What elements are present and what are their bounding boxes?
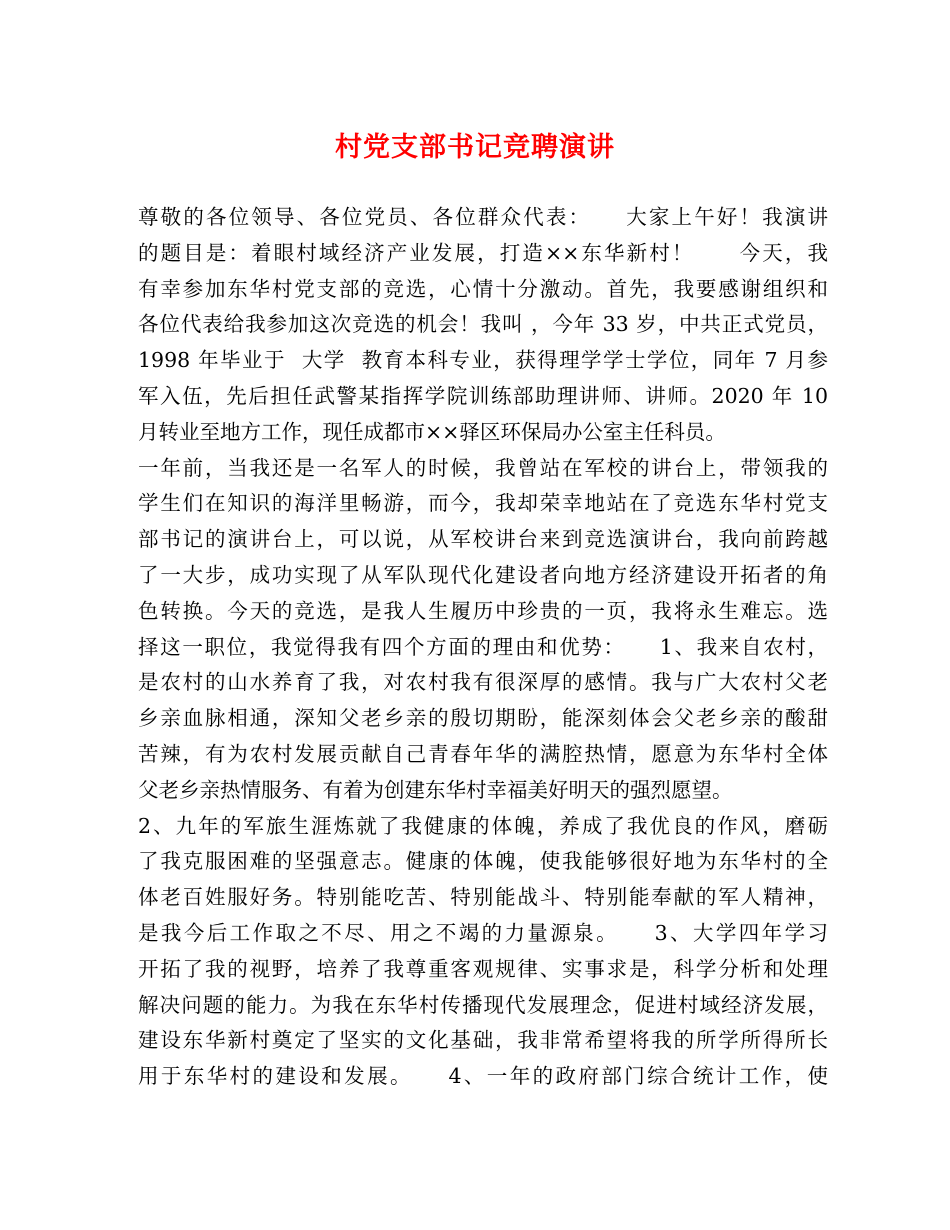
body-line: 的题目是：着眼村域经济产业发展，打造××东华新村！ 今天，我 — [138, 240, 828, 265]
body-line: 月转业至地方工作，现任成都市××驿区环保局办公室主任科员。 — [138, 419, 726, 444]
body-line: 建设东华新村奠定了坚实的文化基础，我非常希望将我的所学所得所长 — [138, 1028, 828, 1053]
document-title: 村党支部书记竞聘演讲 — [335, 132, 615, 163]
body-line: 色转换。今天的竞选，是我人生履历中珍贵的一页，我将永生难忘。选 — [138, 598, 828, 623]
body-line: 解决问题的能力。为我在东华村传播现代发展理念，促进村域经济发展， — [138, 992, 828, 1017]
document-body — [138, 200, 828, 1095]
body-line: 乡亲血脉相通，深知父老乡亲的殷切期盼，能深刻体会父老乡亲的酸甜 — [138, 706, 828, 731]
body-line: 2、九年的军旅生涯炼就了我健康的体魄，养成了我优良的作风，磨砺 — [138, 813, 828, 838]
body-line: 军入伍，先后担任武警某指挥学院训练部助理讲师、讲师。2020 年 10 — [138, 383, 828, 408]
body-line: 体老百姓服好务。特别能吃苦、特别能战斗、特别能奉献的军人精神， — [138, 885, 828, 910]
body-line: 部书记的演讲台上，可以说，从军校讲台来到竞选演讲台，我向前跨越 — [138, 527, 828, 552]
body-line: 各位代表给我参加这次竞选的机会！我叫 ，今年 33 岁，中共正式党员， — [138, 312, 828, 337]
body-line: 学生们在知识的海洋里畅游，而今，我却荣幸地站在了竞选东华村党支 — [138, 491, 828, 516]
body-line: 一年前，当我还是一名军人的时候，我曾站在军校的讲台上，带领我的 — [138, 455, 828, 480]
body-line: 尊敬的各位领导、各位党员、各位群众代表： 大家上午好！我演讲 — [138, 205, 828, 229]
body-line: 1998 年毕业于 大学 教育本科专业，获得理学学士学位，同年 7 月参 — [138, 348, 828, 373]
body-line: 了我克服困难的坚强意志。健康的体魄，使我能够很好地为东华村的全 — [138, 849, 828, 874]
body-line: 有幸参加东华村党支部的竞选，心情十分激动。首先，我要感谢组织和 — [138, 276, 828, 301]
body-line: 择这一职位，我觉得我有四个方面的理由和优势： 1、我来自农村， — [138, 634, 828, 659]
body-line: 是农村的山水养育了我，对农村我有很深厚的感情。我与广大农村父老 — [138, 670, 828, 695]
body-line: 苦辣，有为农村发展贡献自己青春年华的满腔热情，愿意为东华村全体 — [138, 741, 828, 766]
body-line: 是我今后工作取之不尽、用之不竭的力量源泉。 3、大学四年学习 — [138, 920, 828, 945]
body-line: 父老乡亲热情服务、有着为创建东华村幸福美好明天的强烈愿望。 — [138, 777, 733, 802]
body-line: 了一大步，成功实现了从军队现代化建设者向地方经济建设开拓者的角 — [138, 562, 828, 587]
body-line: 用于东华村的建设和发展。 4、一年的政府部门综合统计工作，使 — [138, 1064, 828, 1089]
body-line: 开拓了我的视野，培养了我尊重客观规律、实事求是，科学分析和处理 — [138, 956, 828, 981]
